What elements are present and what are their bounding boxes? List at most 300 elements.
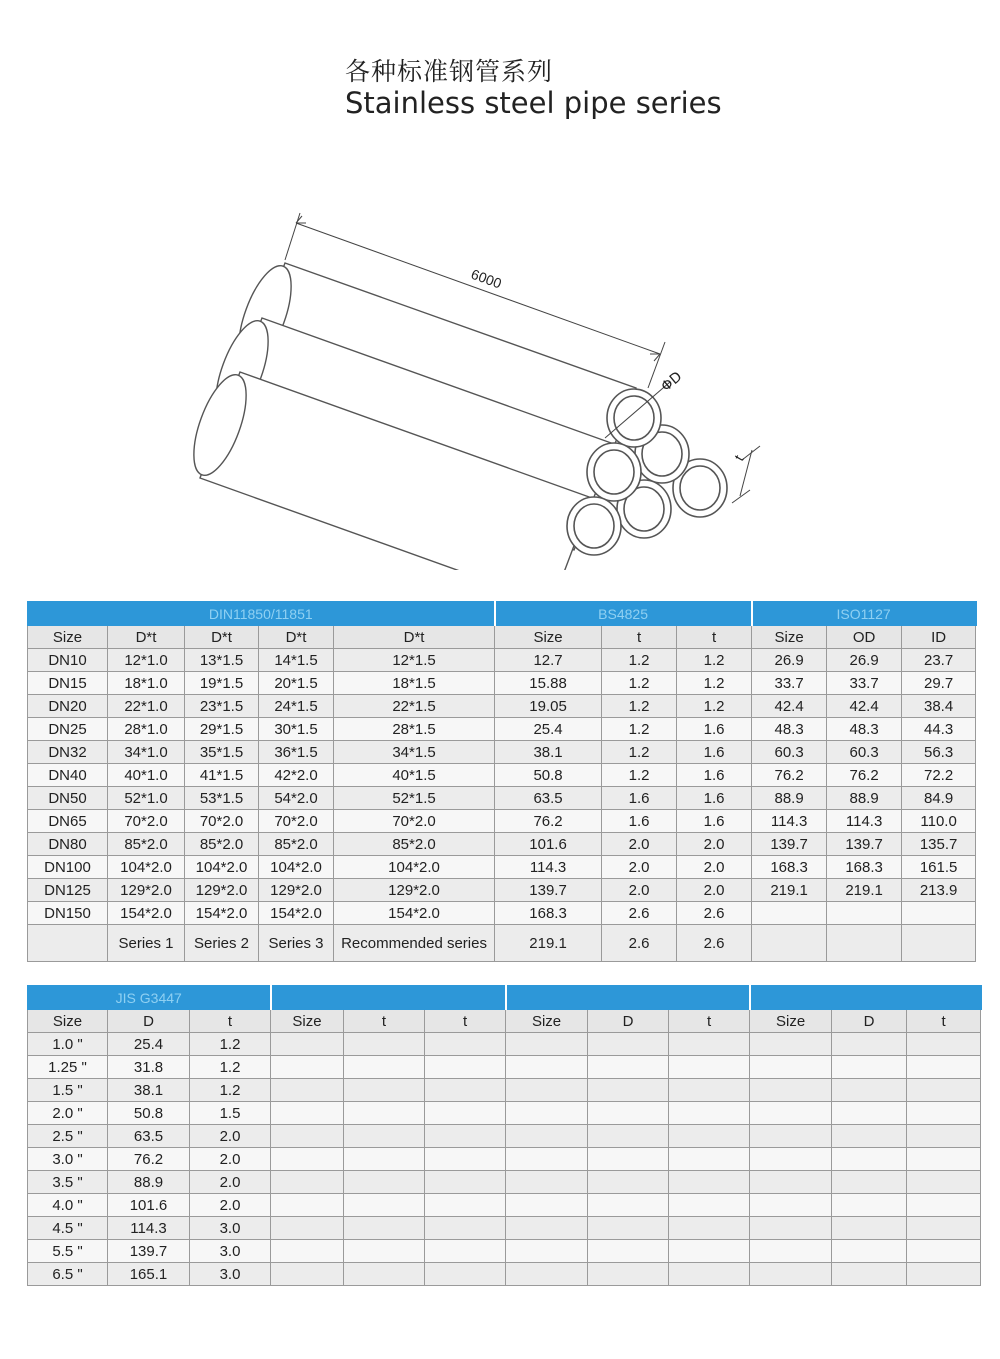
thickness-label: t <box>730 452 747 464</box>
table-cell: 4.0 " <box>28 1194 108 1217</box>
din-bs-iso-pipe-table <box>27 601 977 962</box>
table-cell <box>506 1079 588 1102</box>
table-cell: 25.4 <box>108 1033 190 1056</box>
table-cell: 72.2 <box>902 764 976 787</box>
table-cell <box>752 925 827 962</box>
table-cell: 26.9 <box>827 649 902 672</box>
table-cell: 1.2 <box>677 649 752 672</box>
table-cell: 63.5 <box>495 787 602 810</box>
table-cell: 3.0 <box>190 1240 271 1263</box>
table-cell: 88.9 <box>752 787 827 810</box>
table-cell <box>506 1194 588 1217</box>
table-cell: 219.1 <box>752 879 827 902</box>
table-cell <box>344 1102 425 1125</box>
column-header: t <box>344 1010 425 1033</box>
pipe-end-ring <box>587 443 641 501</box>
table-cell: 168.3 <box>827 856 902 879</box>
table-cell: 1.6 <box>677 787 752 810</box>
table-cell: 76.2 <box>495 810 602 833</box>
table-cell: 1.2 <box>190 1056 271 1079</box>
table-row <box>28 1079 981 1102</box>
table-cell: 33.7 <box>827 672 902 695</box>
table-cell <box>344 1240 425 1263</box>
table-cell: DN100 <box>28 856 108 879</box>
table-cell <box>425 1079 506 1102</box>
table-cell: 84.9 <box>902 787 976 810</box>
column-header: Size <box>495 626 602 649</box>
table-cell: 44.3 <box>902 718 976 741</box>
column-header: t <box>602 626 677 649</box>
table-cell: 1.2 <box>602 741 677 764</box>
table-row <box>28 695 976 718</box>
table-row <box>28 1263 981 1286</box>
table-cell: 2.0 <box>677 879 752 902</box>
table-cell: 2.6 <box>602 902 677 925</box>
page-title-chinese: 各种标准钢管系列 <box>345 57 554 86</box>
table-cell: 1.2 <box>602 672 677 695</box>
table-cell <box>832 1263 907 1286</box>
table-cell <box>588 1102 669 1125</box>
table-cell: 26.9 <box>752 649 827 672</box>
column-header: D <box>832 1010 907 1033</box>
table-cell <box>271 1194 344 1217</box>
table-cell <box>669 1240 750 1263</box>
table-cell <box>750 1194 832 1217</box>
table-cell: 110.0 <box>902 810 976 833</box>
table-cell: 53*1.5 <box>185 787 259 810</box>
table-cell <box>344 1217 425 1240</box>
table-cell: 2.6 <box>677 925 752 962</box>
table-row <box>28 1240 981 1263</box>
table-cell: 70*2.0 <box>185 810 259 833</box>
table-cell <box>588 1240 669 1263</box>
table-cell: 40*1.0 <box>108 764 185 787</box>
column-header: D*t <box>108 626 185 649</box>
table-cell <box>588 1171 669 1194</box>
table-cell: 1.6 <box>677 741 752 764</box>
table-cell: DN25 <box>28 718 108 741</box>
group-bs: BS4825 <box>495 602 752 626</box>
table-cell <box>750 1033 832 1056</box>
table-cell <box>907 1079 981 1102</box>
table-cell: 129*2.0 <box>185 879 259 902</box>
table-cell: 165.1 <box>108 1263 190 1286</box>
table-cell: 60.3 <box>827 741 902 764</box>
table-cell <box>344 1079 425 1102</box>
table-cell <box>832 1217 907 1240</box>
table-cell: 38.1 <box>495 741 602 764</box>
table-row <box>28 1102 981 1125</box>
table-cell: 48.3 <box>752 718 827 741</box>
table-row <box>28 810 976 833</box>
table-cell: 2.0 <box>602 856 677 879</box>
table-cell: 1.6 <box>602 787 677 810</box>
table-cell <box>907 1194 981 1217</box>
table-cell <box>750 1148 832 1171</box>
table-cell: 85*2.0 <box>259 833 334 856</box>
table-cell <box>271 1125 344 1148</box>
table-cell: 56.3 <box>902 741 976 764</box>
table-cell: 1.25 " <box>28 1056 108 1079</box>
table-cell <box>425 1171 506 1194</box>
table-cell: 60.3 <box>752 741 827 764</box>
table-cell: Series 1 <box>108 925 185 962</box>
table-cell: 135.7 <box>902 833 976 856</box>
column-header: t <box>669 1010 750 1033</box>
table-cell <box>344 1056 425 1079</box>
table-cell: Series 2 <box>185 925 259 962</box>
table-cell: 1.2 <box>677 672 752 695</box>
table-cell: 2.0 <box>602 833 677 856</box>
group-blank-4 <box>750 986 981 1010</box>
table-cell <box>832 1171 907 1194</box>
table-cell: 114.3 <box>108 1217 190 1240</box>
table-cell <box>907 1148 981 1171</box>
table-cell: 3.0 <box>190 1263 271 1286</box>
table-cell <box>669 1194 750 1217</box>
table-row <box>28 1194 981 1217</box>
table-cell <box>750 1171 832 1194</box>
table-cell: 25.4 <box>495 718 602 741</box>
table-cell: 50.8 <box>108 1102 190 1125</box>
table-cell <box>832 1148 907 1171</box>
table-cell: 154*2.0 <box>185 902 259 925</box>
table-cell <box>506 1217 588 1240</box>
group-blank-2 <box>271 986 506 1010</box>
table-cell <box>506 1240 588 1263</box>
table-cell: DN50 <box>28 787 108 810</box>
table-cell: 19*1.5 <box>185 672 259 695</box>
table-cell: 63.5 <box>108 1125 190 1148</box>
table-cell <box>271 1033 344 1056</box>
table-cell <box>506 1125 588 1148</box>
table-cell: 42.4 <box>752 695 827 718</box>
table-cell <box>344 1125 425 1148</box>
table-cell: 2.0 <box>602 879 677 902</box>
table-cell: 2.0 <box>677 833 752 856</box>
table-cell <box>588 1125 669 1148</box>
pipe-end-ring <box>567 497 621 555</box>
column-header: t <box>190 1010 271 1033</box>
table-cell: 76.2 <box>752 764 827 787</box>
table-row <box>28 925 976 962</box>
table-row <box>28 856 976 879</box>
table-cell: 219.1 <box>495 925 602 962</box>
table-cell: 2.0 <box>190 1194 271 1217</box>
column-header: Size <box>28 626 108 649</box>
table-cell: 114.3 <box>827 810 902 833</box>
table-cell: 29.7 <box>902 672 976 695</box>
table-cell <box>271 1240 344 1263</box>
group-iso: ISO1127 <box>752 602 976 626</box>
table-cell <box>669 1033 750 1056</box>
table-cell <box>907 1240 981 1263</box>
table-cell: 12*1.0 <box>108 649 185 672</box>
table-cell: 35*1.5 <box>185 741 259 764</box>
table-cell <box>506 1056 588 1079</box>
table-cell <box>669 1079 750 1102</box>
table-cell: 88.9 <box>108 1171 190 1194</box>
table-cell: 5.5 " <box>28 1240 108 1263</box>
table-cell: 3.0 <box>190 1217 271 1240</box>
table-cell: 19.05 <box>495 695 602 718</box>
table-cell <box>750 1056 832 1079</box>
pipe-end-ring <box>607 389 661 447</box>
table-cell: DN65 <box>28 810 108 833</box>
table-row <box>28 902 976 925</box>
column-header: Size <box>506 1010 588 1033</box>
table-cell: 2.6 <box>602 925 677 962</box>
table-cell <box>669 1171 750 1194</box>
table-cell: 154*2.0 <box>259 902 334 925</box>
table-cell: 104*2.0 <box>334 856 495 879</box>
table-cell <box>669 1217 750 1240</box>
table-cell <box>832 1056 907 1079</box>
table-row <box>28 1217 981 1240</box>
table-cell <box>271 1171 344 1194</box>
table-cell: 42.4 <box>827 695 902 718</box>
table-cell: 22*1.0 <box>108 695 185 718</box>
table-cell: 2.0 <box>190 1148 271 1171</box>
table-cell <box>752 902 827 925</box>
table-cell: 38.1 <box>108 1079 190 1102</box>
column-header: Size <box>271 1010 344 1033</box>
table-row <box>28 1171 981 1194</box>
table-cell <box>827 925 902 962</box>
table-cell <box>425 1033 506 1056</box>
table-cell <box>750 1102 832 1125</box>
table-cell: 1.6 <box>677 810 752 833</box>
table-cell: 23*1.5 <box>185 695 259 718</box>
table-row <box>28 1033 981 1056</box>
table-cell: 114.3 <box>752 810 827 833</box>
table-cell: 48.3 <box>827 718 902 741</box>
table-cell <box>588 1079 669 1102</box>
table-cell <box>506 1102 588 1125</box>
table-cell: 76.2 <box>827 764 902 787</box>
table-cell <box>669 1102 750 1125</box>
table-cell: 31.8 <box>108 1056 190 1079</box>
table-cell: DN80 <box>28 833 108 856</box>
table-cell: 1.2 <box>602 695 677 718</box>
table-cell: 2.0 " <box>28 1102 108 1125</box>
page-title-english: Stainless steel pipe series <box>345 86 722 120</box>
table-cell <box>907 1171 981 1194</box>
table-cell: 1.2 <box>602 649 677 672</box>
table-cell: 6.5 " <box>28 1263 108 1286</box>
table-cell: 24*1.5 <box>259 695 334 718</box>
table-row <box>28 1056 981 1079</box>
table-cell: 129*2.0 <box>108 879 185 902</box>
table-cell: 1.2 <box>602 718 677 741</box>
table-cell <box>588 1263 669 1286</box>
table-cell <box>344 1194 425 1217</box>
table-cell: 29*1.5 <box>185 718 259 741</box>
table-cell <box>827 902 902 925</box>
table-cell: 34*1.0 <box>108 741 185 764</box>
table-cell: 168.3 <box>752 856 827 879</box>
table-cell: 88.9 <box>827 787 902 810</box>
table-cell <box>271 1217 344 1240</box>
table-cell: 34*1.5 <box>334 741 495 764</box>
table-cell <box>669 1263 750 1286</box>
table-cell <box>344 1148 425 1171</box>
table-cell: 3.0 " <box>28 1148 108 1171</box>
table-cell: 213.9 <box>902 879 976 902</box>
table-cell: 76.2 <box>108 1148 190 1171</box>
table-cell: 129*2.0 <box>334 879 495 902</box>
table-cell: 70*2.0 <box>108 810 185 833</box>
table-cell: 219.1 <box>827 879 902 902</box>
table-row <box>28 1148 981 1171</box>
column-header: t <box>677 626 752 649</box>
table-cell: 38.4 <box>902 695 976 718</box>
table-cell <box>750 1125 832 1148</box>
table-cell <box>271 1263 344 1286</box>
table-cell: 1.5 <box>190 1102 271 1125</box>
table-cell <box>425 1240 506 1263</box>
table-cell: 42*2.0 <box>259 764 334 787</box>
group-blank-3 <box>506 986 750 1010</box>
table-cell: DN125 <box>28 879 108 902</box>
table-cell: 70*2.0 <box>334 810 495 833</box>
diameter-label: ΦD <box>658 368 686 396</box>
table-cell: 2.5 " <box>28 1125 108 1148</box>
table-cell: 28*1.0 <box>108 718 185 741</box>
table-cell <box>588 1148 669 1171</box>
table-cell: 1.6 <box>602 810 677 833</box>
table-cell <box>271 1079 344 1102</box>
table-cell <box>669 1148 750 1171</box>
table-cell <box>750 1240 832 1263</box>
table-cell: 85*2.0 <box>185 833 259 856</box>
table-cell: 139.7 <box>108 1240 190 1263</box>
table-cell: 52*1.0 <box>108 787 185 810</box>
table-cell <box>902 925 976 962</box>
table-cell <box>750 1217 832 1240</box>
column-header: t <box>425 1010 506 1033</box>
table-cell: 1.2 <box>677 695 752 718</box>
table-cell <box>902 902 976 925</box>
table-cell <box>344 1171 425 1194</box>
table-cell <box>425 1217 506 1240</box>
table-cell: 2.0 <box>190 1125 271 1148</box>
table-cell: 1.2 <box>190 1079 271 1102</box>
table-cell <box>907 1033 981 1056</box>
table-cell: 101.6 <box>495 833 602 856</box>
group-jis: JIS G3447 <box>28 986 271 1010</box>
column-header: D <box>108 1010 190 1033</box>
table-cell <box>832 1125 907 1148</box>
table-cell: 22*1.5 <box>334 695 495 718</box>
table-cell: 104*2.0 <box>259 856 334 879</box>
table-cell: DN40 <box>28 764 108 787</box>
table-row <box>28 741 976 764</box>
table-cell <box>907 1102 981 1125</box>
table-cell: 101.6 <box>108 1194 190 1217</box>
table-cell <box>425 1194 506 1217</box>
table-cell: 104*2.0 <box>108 856 185 879</box>
table-cell: 52*1.5 <box>334 787 495 810</box>
table-cell: 12*1.5 <box>334 649 495 672</box>
table-cell: 70*2.0 <box>259 810 334 833</box>
table-row <box>28 672 976 695</box>
table-cell <box>750 1079 832 1102</box>
table-cell: 2.6 <box>677 902 752 925</box>
table-cell <box>588 1033 669 1056</box>
table-cell <box>832 1102 907 1125</box>
table-cell <box>907 1263 981 1286</box>
table-cell <box>907 1217 981 1240</box>
table-cell <box>669 1056 750 1079</box>
table-cell: 33.7 <box>752 672 827 695</box>
table-cell: 41*1.5 <box>185 764 259 787</box>
table-cell: 2.0 <box>677 856 752 879</box>
table-cell: 129*2.0 <box>259 879 334 902</box>
table-cell: 28*1.5 <box>334 718 495 741</box>
table-cell: 4.5 " <box>28 1217 108 1240</box>
table-row <box>28 833 976 856</box>
table-cell <box>425 1263 506 1286</box>
table-cell: 1.2 <box>190 1033 271 1056</box>
table-cell: 2.0 <box>190 1171 271 1194</box>
table-cell: Series 3 <box>259 925 334 962</box>
table-cell <box>588 1056 669 1079</box>
table-cell: 85*2.0 <box>334 833 495 856</box>
table-row <box>28 879 976 902</box>
table-cell: DN15 <box>28 672 108 695</box>
table-cell: 23.7 <box>902 649 976 672</box>
column-header: t <box>907 1010 981 1033</box>
table-cell <box>832 1194 907 1217</box>
table-cell: 85*2.0 <box>108 833 185 856</box>
table-row <box>28 1125 981 1148</box>
table-cell: Recommended series <box>334 925 495 962</box>
table-cell <box>907 1125 981 1148</box>
table-cell <box>344 1033 425 1056</box>
table-cell: DN32 <box>28 741 108 764</box>
table-cell: 30*1.5 <box>259 718 334 741</box>
table-cell: 161.5 <box>902 856 976 879</box>
table-cell: DN20 <box>28 695 108 718</box>
table-row <box>28 718 976 741</box>
column-header: D*t <box>259 626 334 649</box>
table-cell: 139.7 <box>827 833 902 856</box>
column-header: Size <box>752 626 827 649</box>
jis-pipe-table <box>27 985 982 1286</box>
table-cell: 1.5 " <box>28 1079 108 1102</box>
table-cell: 154*2.0 <box>108 902 185 925</box>
table-cell <box>506 1148 588 1171</box>
table-cell <box>344 1263 425 1286</box>
table-cell: 104*2.0 <box>185 856 259 879</box>
column-header: D <box>588 1010 669 1033</box>
column-header: D*t <box>334 626 495 649</box>
column-header: D*t <box>185 626 259 649</box>
table-cell <box>271 1056 344 1079</box>
table-cell: 1.6 <box>677 718 752 741</box>
table-cell <box>271 1102 344 1125</box>
table-cell: 168.3 <box>495 902 602 925</box>
table-row <box>28 649 976 672</box>
table-cell: 1.6 <box>677 764 752 787</box>
table-cell <box>669 1125 750 1148</box>
table-cell: 1.0 " <box>28 1033 108 1056</box>
group-din: DIN11850/11851 <box>28 602 495 626</box>
column-header: Size <box>28 1010 108 1033</box>
table-cell <box>832 1240 907 1263</box>
table-cell: 114.3 <box>495 856 602 879</box>
